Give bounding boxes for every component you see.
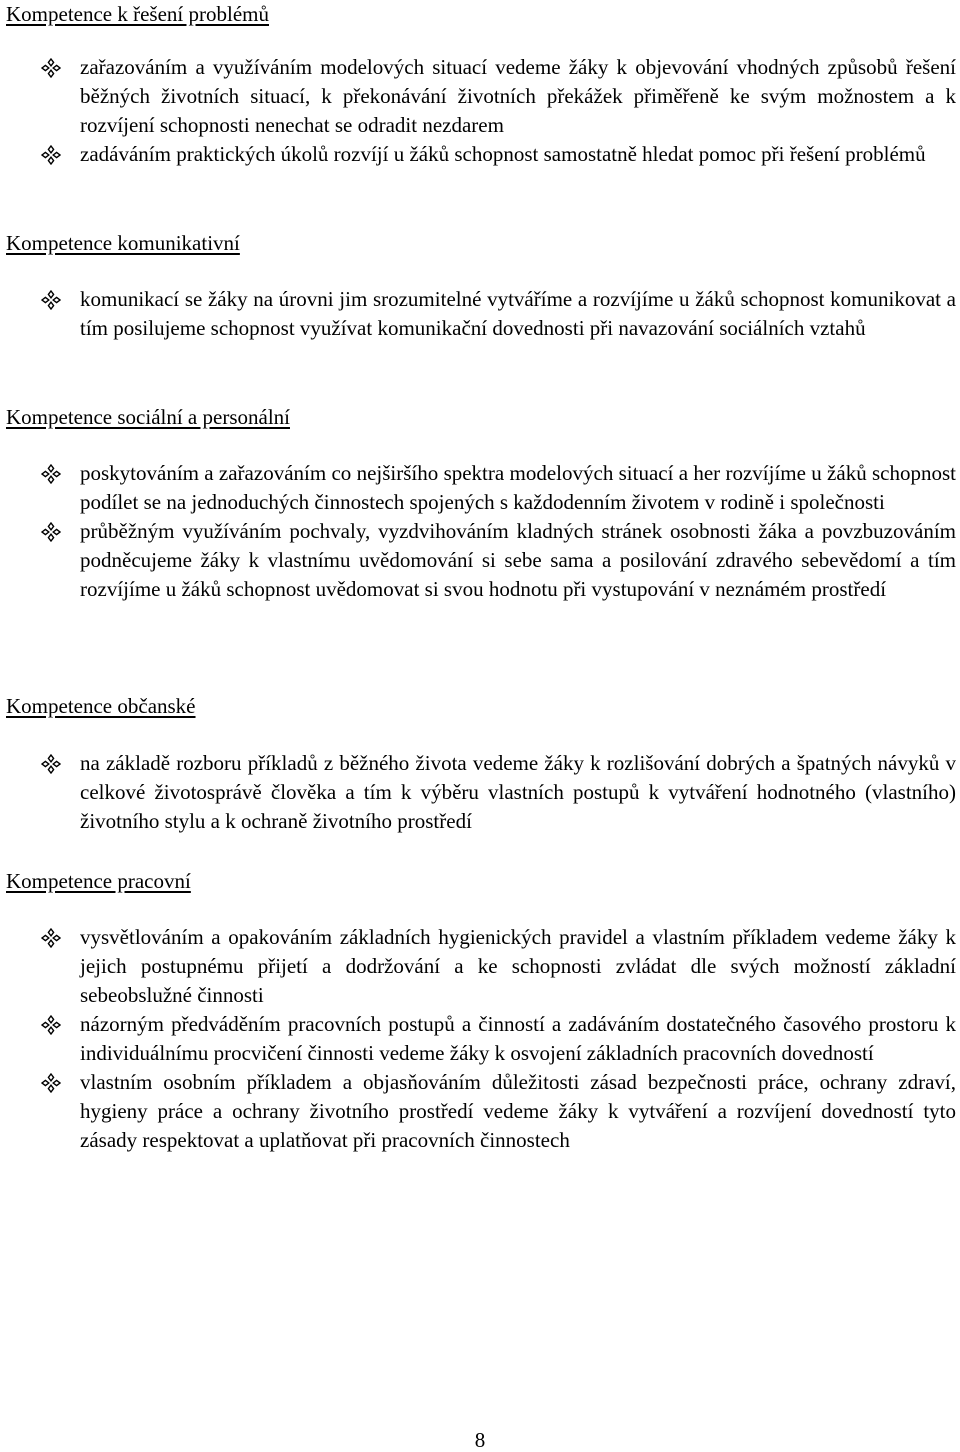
list-item-text: zadáváním praktických úkolů rozvíjí u žáků schopnost samostatně hledat pomoc při řešení problémů [80, 142, 926, 166]
list-item [0, 285, 960, 343]
bullet-list [0, 285, 960, 343]
section-heading: Kompetence pracovní [6, 869, 191, 893]
four-diamond-bullet-icon [41, 522, 61, 542]
section-heading: Kompetence k řešení problémů [6, 2, 269, 26]
list-item [0, 1068, 960, 1155]
four-diamond-bullet-icon [41, 58, 61, 78]
section-heading: Kompetence komunikativní [6, 231, 240, 255]
section-heading: Kompetence sociální a personální [6, 405, 290, 429]
four-diamond-bullet-icon [41, 1073, 61, 1093]
four-diamond-bullet-icon [41, 290, 61, 310]
four-diamond-bullet-icon [41, 928, 61, 948]
four-diamond-bullet-icon [41, 1015, 61, 1035]
four-diamond-bullet-icon [41, 464, 61, 484]
list-item-text: poskytováním a zařazováním co nejširšího spektra modelových situací a her rozvíjíme u žáků schopnost podílet se na jednoduchých činnostech spojených s každodenním životem v rodině i společnosti [80, 461, 956, 514]
bullet-list [0, 749, 960, 836]
four-diamond-bullet-icon [41, 145, 61, 165]
list-item [0, 1010, 960, 1068]
list-item-text: komunikací se žáky na úrovni jim srozumitelné vytváříme a rozvíjíme u žáků schopnost komunikovat a tím posilujeme schopnost využívat komunikační dovednosti při navazování sociálních vztahů [80, 287, 956, 340]
list-item-text: průběžným využíváním pochvaly, vyzdvihováním kladných stránek osobnosti žáka a povzbuzováním podněcujeme žáky k vlastnímu uvědomování si sebe sama a posilování zdravého sebevědomí a tím rozvíjíme u žáků schopnost uvědomovat si svou hodnotu při vystupování v neznámém prostředí [80, 519, 956, 601]
list-item [0, 53, 960, 140]
bullet-list [0, 459, 960, 604]
list-item-text: zařazováním a využíváním modelových situací vedeme žáky k objevování vhodných způsobů řešení běžných životních situací, k překonávání životních překážek přiměřeně ke svým možnostem a k rozvíjení schopnosti nenechat se odradit nezdarem [80, 55, 956, 137]
list-item [0, 140, 960, 169]
list-item [0, 749, 960, 836]
bullet-list [0, 53, 960, 169]
list-item-text: na základě rozboru příkladů z běžného života vedeme žáky k rozlišování dobrých a špatných návyků v celkové životosprávě člověka a tím k výběru vlastních postupů k vytváření hodnotného (vlastního) životního stylu a k ochraně životního prostředí [80, 751, 956, 833]
list-item-text: vysvětlováním a opakováním základních hygienických pravidel a vlastním příkladem vedeme žáky k jejich postupnému přijetí a dodržování a ke schopnosti zvládat dle svých možností základní sebeobslužné činnosti [80, 925, 956, 1007]
list-item-text: názorným předváděním pracovních postupů a činností a zadáváním dostatečného časového prostoru k individuálnímu procvičení činnosti vedeme žáky k osvojení základních pracovních dovedností [80, 1012, 956, 1065]
list-item [0, 459, 960, 517]
bullet-list [0, 923, 960, 1155]
section-heading: Kompetence občanské [6, 694, 196, 718]
list-item-text: vlastním osobním příkladem a objasňováním důležitosti zásad bezpečnosti práce, ochrany zdraví, hygieny práce a ochrany životního prostředí vedeme žáky k vytváření a rozvíjení dovedností tyto zásady respektovat a uplatňovat při pracovních činnostech [80, 1070, 956, 1152]
list-item [0, 517, 960, 604]
four-diamond-bullet-icon [41, 754, 61, 774]
page-number: 8 [474, 1428, 486, 1452]
list-item [0, 923, 960, 1010]
